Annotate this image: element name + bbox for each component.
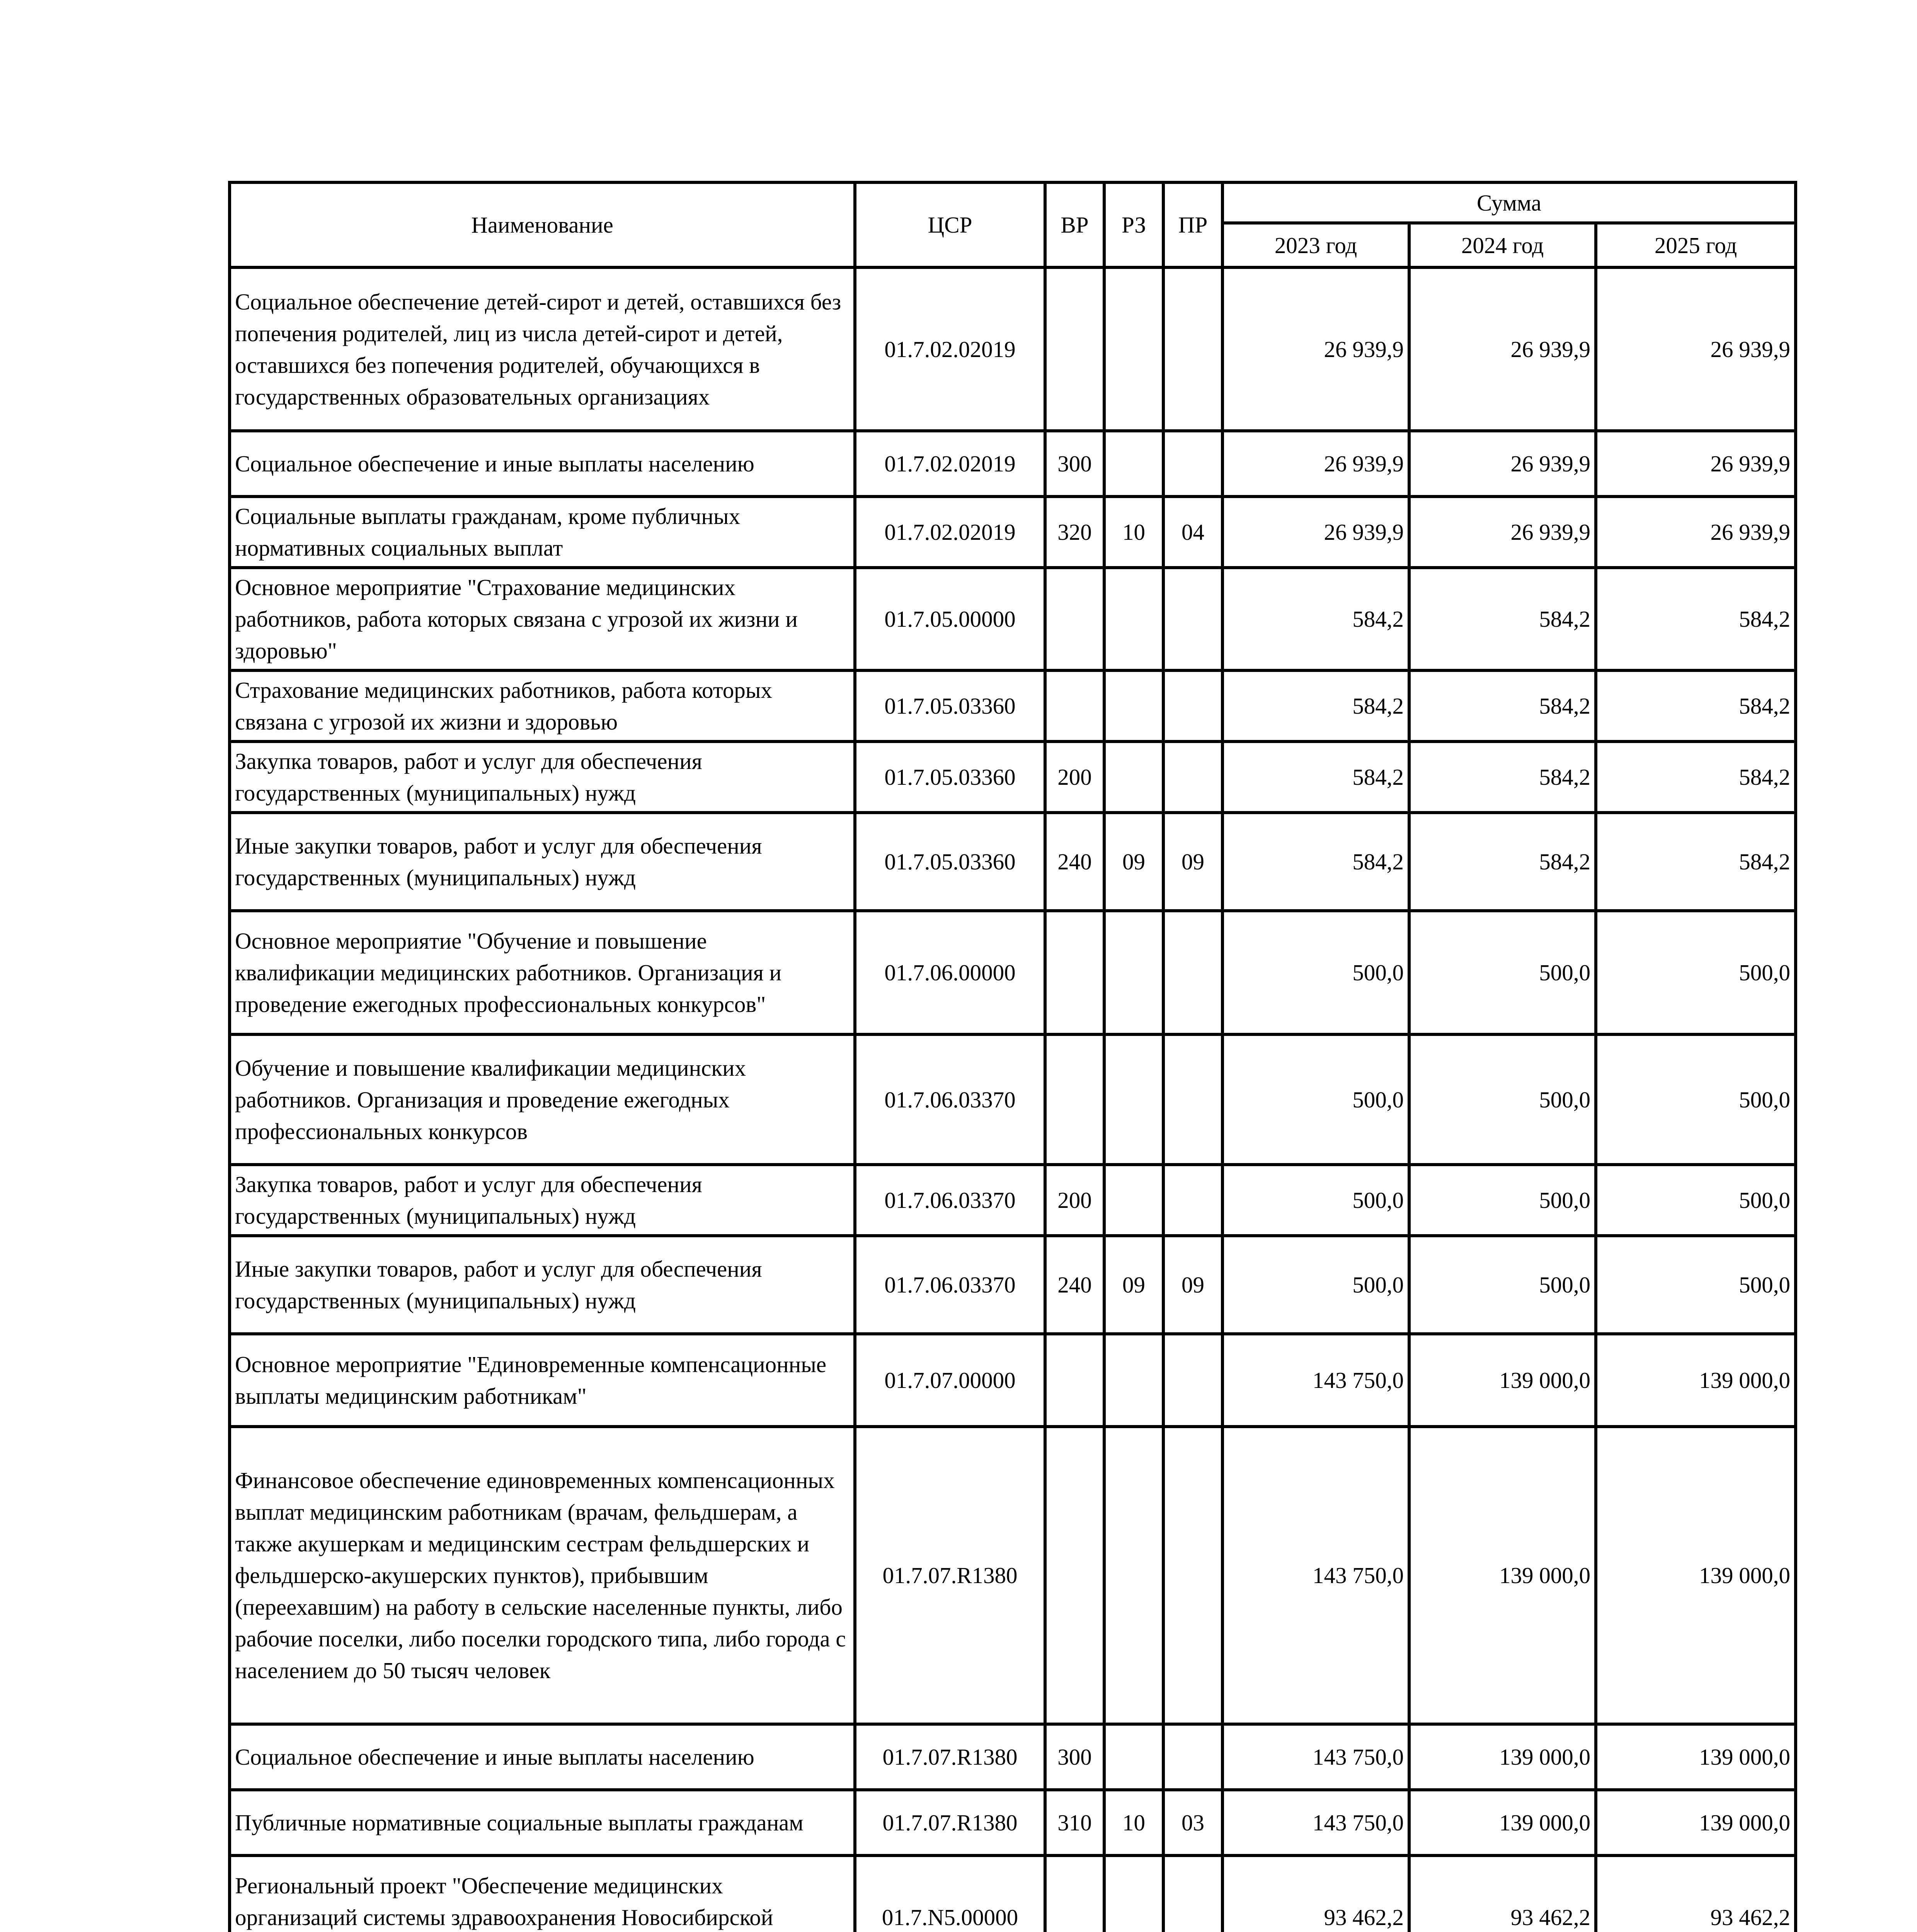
table-row — [230, 1165, 1796, 1236]
row-vr — [1045, 267, 1104, 431]
header-sum: Сумма — [1222, 182, 1796, 223]
table-row — [230, 1790, 1796, 1855]
row-rz — [1104, 1165, 1163, 1236]
row-pr: 04 — [1163, 497, 1222, 568]
row-sum-2023: 143 750,0 — [1222, 1334, 1409, 1427]
row-sum-2025: 139 000,0 — [1596, 1790, 1796, 1855]
row-pr — [1163, 1855, 1222, 1932]
table-row — [230, 267, 1796, 431]
row-sum-2025: 584,2 — [1596, 670, 1796, 742]
row-vr: 240 — [1045, 813, 1104, 911]
row-vr — [1045, 1855, 1104, 1932]
header-name: Наименование — [230, 182, 855, 267]
row-pr — [1163, 670, 1222, 742]
row-vr — [1045, 670, 1104, 742]
row-vr — [1045, 1034, 1104, 1165]
row-vr — [1045, 568, 1104, 670]
row-vr — [1045, 1427, 1104, 1724]
row-sum-2023: 500,0 — [1222, 1236, 1409, 1334]
budget-table — [228, 181, 1797, 1932]
row-rz — [1104, 568, 1163, 670]
row-pr — [1163, 1724, 1222, 1790]
row-rz — [1104, 1427, 1163, 1724]
row-rz: 10 — [1104, 1790, 1163, 1855]
row-name: Региональный проект "Обеспечение медицинских организаций системы здравоохранения Новосибирской — [230, 1855, 855, 1932]
row-sum-2025: 500,0 — [1596, 1034, 1796, 1165]
row-name: Иные закупки товаров, работ и услуг для обеспечения государственных (муниципальных) нужд — [230, 813, 855, 911]
row-name: Социальное обеспечение детей-сирот и детей, оставшихся без попечения родителей, лиц из числа детей-сирот и детей, оставшихся без попечения родителей, обучающихся в государственных образовательных организациях — [230, 267, 855, 431]
row-sum-2023: 584,2 — [1222, 568, 1409, 670]
table-row — [230, 1724, 1796, 1790]
row-pr: 03 — [1163, 1790, 1222, 1855]
row-sum-2024: 26 939,9 — [1409, 497, 1596, 568]
table-row — [230, 1427, 1796, 1724]
row-name: Социальное обеспечение и иные выплаты населению — [230, 1724, 855, 1790]
row-sum-2023: 500,0 — [1222, 1165, 1409, 1236]
row-rz — [1104, 267, 1163, 431]
row-name: Обучение и повышение квалификации медицинских работников. Организация и проведение ежегодных профессиональных конкурсов — [230, 1034, 855, 1165]
row-sum-2024: 584,2 — [1409, 568, 1596, 670]
row-sum-2024: 584,2 — [1409, 813, 1596, 911]
row-csr: 01.7.05.03360 — [855, 813, 1045, 911]
row-pr — [1163, 742, 1222, 813]
row-sum-2023: 143 750,0 — [1222, 1790, 1409, 1855]
row-csr: 01.7.06.03370 — [855, 1034, 1045, 1165]
row-name: Основное мероприятие "Страхование медицинских работников, работа которых связана с угрозой их жизни и здоровью" — [230, 568, 855, 670]
row-name: Публичные нормативные социальные выплаты гражданам — [230, 1790, 855, 1855]
row-sum-2025: 584,2 — [1596, 742, 1796, 813]
row-pr: 09 — [1163, 813, 1222, 911]
row-csr: 01.7.07.R1380 — [855, 1724, 1045, 1790]
row-sum-2023: 584,2 — [1222, 742, 1409, 813]
row-sum-2025: 500,0 — [1596, 911, 1796, 1034]
row-name: Закупка товаров, работ и услуг для обеспечения государственных (муниципальных) нужд — [230, 1165, 855, 1236]
row-pr — [1163, 1427, 1222, 1724]
row-name: Социальное обеспечение и иные выплаты населению — [230, 431, 855, 497]
table-row — [230, 431, 1796, 497]
row-pr — [1163, 1034, 1222, 1165]
row-name: Основное мероприятие "Единовременные компенсационные выплаты медицинским работникам" — [230, 1334, 855, 1427]
row-csr: 01.7.06.03370 — [855, 1236, 1045, 1334]
row-sum-2024: 500,0 — [1409, 911, 1596, 1034]
row-sum-2024: 500,0 — [1409, 1034, 1596, 1165]
row-sum-2023: 500,0 — [1222, 911, 1409, 1034]
row-sum-2023: 584,2 — [1222, 813, 1409, 911]
row-sum-2025: 500,0 — [1596, 1165, 1796, 1236]
row-rz: 10 — [1104, 497, 1163, 568]
row-vr: 310 — [1045, 1790, 1104, 1855]
header-csr: ЦСР — [855, 182, 1045, 267]
row-csr: 01.7.06.03370 — [855, 1165, 1045, 1236]
row-name: Основное мероприятие "Обучение и повышение квалификации медицинских работников. Организация и проведение ежегодных профессиональных конкурсов" — [230, 911, 855, 1034]
header-vr: ВР — [1045, 182, 1104, 267]
row-csr: 01.7.07.00000 — [855, 1334, 1045, 1427]
row-sum-2024: 500,0 — [1409, 1236, 1596, 1334]
table-row — [230, 813, 1796, 911]
row-name: Социальные выплаты гражданам, кроме публичных нормативных социальных выплат — [230, 497, 855, 568]
row-csr: 01.7.05.00000 — [855, 568, 1045, 670]
row-vr: 200 — [1045, 742, 1104, 813]
row-vr — [1045, 911, 1104, 1034]
row-pr — [1163, 1165, 1222, 1236]
row-sum-2024: 139 000,0 — [1409, 1427, 1596, 1724]
header-rz: РЗ — [1104, 182, 1163, 267]
table-row — [230, 1855, 1796, 1932]
row-sum-2025: 139 000,0 — [1596, 1724, 1796, 1790]
row-name: Закупка товаров, работ и услуг для обеспечения государственных (муниципальных) нужд — [230, 742, 855, 813]
row-sum-2024: 26 939,9 — [1409, 267, 1596, 431]
row-csr: 01.7.N5.00000 — [855, 1855, 1045, 1932]
row-pr — [1163, 1334, 1222, 1427]
row-sum-2024: 584,2 — [1409, 670, 1596, 742]
row-vr: 200 — [1045, 1165, 1104, 1236]
row-vr: 320 — [1045, 497, 1104, 568]
header-year-2024: 2024 год — [1409, 223, 1596, 267]
row-pr: 09 — [1163, 1236, 1222, 1334]
table-row — [230, 1236, 1796, 1334]
row-sum-2025: 26 939,9 — [1596, 267, 1796, 431]
row-csr: 01.7.05.03360 — [855, 670, 1045, 742]
row-rz — [1104, 742, 1163, 813]
row-csr: 01.7.05.03360 — [855, 742, 1045, 813]
table-row — [230, 670, 1796, 742]
row-vr: 240 — [1045, 1236, 1104, 1334]
row-sum-2025: 584,2 — [1596, 813, 1796, 911]
row-sum-2024: 93 462,2 — [1409, 1855, 1596, 1932]
row-sum-2023: 26 939,9 — [1222, 431, 1409, 497]
row-csr: 01.7.06.00000 — [855, 911, 1045, 1034]
table-row — [230, 1334, 1796, 1427]
row-sum-2025: 500,0 — [1596, 1236, 1796, 1334]
row-sum-2023: 26 939,9 — [1222, 267, 1409, 431]
row-csr: 01.7.02.02019 — [855, 267, 1045, 431]
row-sum-2025: 139 000,0 — [1596, 1427, 1796, 1724]
row-sum-2024: 500,0 — [1409, 1165, 1596, 1236]
row-sum-2024: 139 000,0 — [1409, 1790, 1596, 1855]
table-row — [230, 568, 1796, 670]
row-pr — [1163, 267, 1222, 431]
row-sum-2025: 26 939,9 — [1596, 431, 1796, 497]
row-sum-2024: 139 000,0 — [1409, 1334, 1596, 1427]
row-sum-2024: 584,2 — [1409, 742, 1596, 813]
row-rz — [1104, 911, 1163, 1034]
row-sum-2023: 584,2 — [1222, 670, 1409, 742]
table-row — [230, 911, 1796, 1034]
row-rz: 09 — [1104, 1236, 1163, 1334]
row-sum-2025: 139 000,0 — [1596, 1334, 1796, 1427]
header-pr: ПР — [1163, 182, 1222, 267]
row-csr: 01.7.07.R1380 — [855, 1427, 1045, 1724]
row-sum-2023: 93 462,2 — [1222, 1855, 1409, 1932]
table-row — [230, 742, 1796, 813]
row-rz — [1104, 670, 1163, 742]
row-sum-2023: 143 750,0 — [1222, 1724, 1409, 1790]
row-sum-2024: 26 939,9 — [1409, 431, 1596, 497]
row-rz: 09 — [1104, 813, 1163, 911]
row-vr — [1045, 1334, 1104, 1427]
row-sum-2025: 93 462,2 — [1596, 1855, 1796, 1932]
table-body — [230, 267, 1796, 1932]
row-sum-2025: 26 939,9 — [1596, 497, 1796, 568]
row-csr: 01.7.02.02019 — [855, 497, 1045, 568]
row-name: Страхование медицинских работников, работа которых связана с угрозой их жизни и здоровью — [230, 670, 855, 742]
row-sum-2024: 139 000,0 — [1409, 1724, 1596, 1790]
header-year-2025: 2025 год — [1596, 223, 1796, 267]
row-vr: 300 — [1045, 1724, 1104, 1790]
row-rz — [1104, 1855, 1163, 1932]
row-name: Финансовое обеспечение единовременных компенсационных выплат медицинским работникам (врачам, фельдшерам, а также акушеркам и медицинским сестрам фельдшерских и фельдшерско-акушерских пунктов), прибывшим (переехавшим) на работу в сельские населенные пункты, либо рабочие поселки, либо поселки городского типа, либо города с населением до 50 тысяч человек — [230, 1427, 855, 1724]
row-rz — [1104, 431, 1163, 497]
header-year-2023: 2023 год — [1222, 223, 1409, 267]
row-rz — [1104, 1724, 1163, 1790]
row-rz — [1104, 1034, 1163, 1165]
row-pr — [1163, 431, 1222, 497]
row-pr — [1163, 911, 1222, 1034]
row-sum-2025: 584,2 — [1596, 568, 1796, 670]
row-sum-2023: 500,0 — [1222, 1034, 1409, 1165]
row-sum-2023: 143 750,0 — [1222, 1427, 1409, 1724]
row-sum-2023: 26 939,9 — [1222, 497, 1409, 568]
row-csr: 01.7.02.02019 — [855, 431, 1045, 497]
row-rz — [1104, 1334, 1163, 1427]
row-vr: 300 — [1045, 431, 1104, 497]
row-pr — [1163, 568, 1222, 670]
row-csr: 01.7.07.R1380 — [855, 1790, 1045, 1855]
row-name: Иные закупки товаров, работ и услуг для обеспечения государственных (муниципальных) нужд — [230, 1236, 855, 1334]
table-row — [230, 497, 1796, 568]
table-row — [230, 1034, 1796, 1165]
